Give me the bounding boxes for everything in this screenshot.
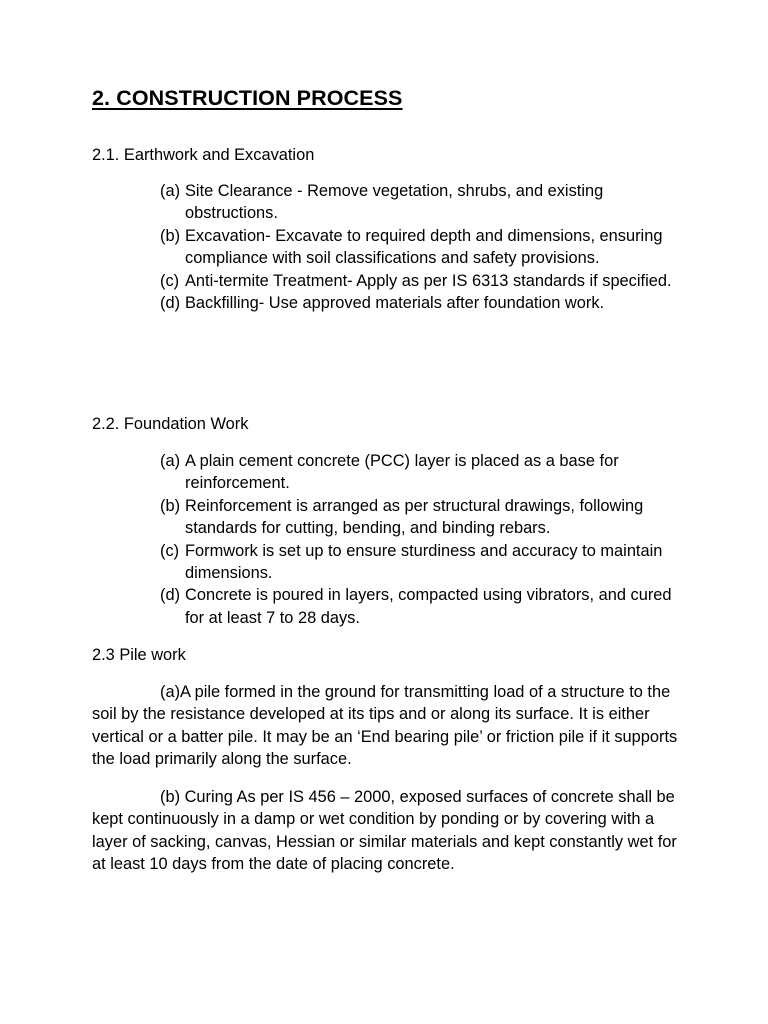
list-item [160,292,685,314]
list-item [160,450,685,495]
list-item-text: Excavation- Excavate to required depth and dimensions, ensuring compliance with soil classifications and safety provisions. [185,226,663,268]
list-item-text: Anti-termite Treatment- Apply as per IS 6313 standards if specified. [185,271,672,290]
page-title: 2. CONSTRUCTION PROCESS [92,86,403,110]
list-item [160,270,685,292]
list-item [160,225,685,270]
list-item [160,495,685,540]
list-marker: (a) [160,182,181,200]
list-item-text: Concrete is poured in layers, compacted using vibrators, and cured for at least 7 to 28 days. [185,586,672,627]
list-marker: (b) [160,496,181,515]
list-item-text: A plain cement concrete (PCC) layer is placed as a base for reinforcement. [185,452,619,493]
list-marker: (a) [160,452,181,470]
earthwork-list [160,180,685,314]
section-heading-earthwork: 2.1. Earthwork and Excavation [92,146,315,164]
list-item-text: Reinforcement is arranged as per structural drawings, following standards for cutting, bending, and binding rebars. [185,496,644,538]
paragraph-curing: (b) Curing As per IS 456 – 2000, exposed surfaces of concrete shall be kept continuously in a damp or wet condition by ponding or by covering with a layer of sacking, canvas, Hessian or similar materials and kept constantly wet for at least 10 days from the date of placing concrete. [92,788,677,874]
list-item [160,180,685,225]
list-item-text: Backfilling- Use approved materials after foundation work. [185,294,605,313]
list-marker: (c) [160,541,180,560]
section-heading-foundation: 2.2. Foundation Work [92,415,249,433]
list-item-text: Formwork is set up to ensure sturdiness and accuracy to maintain dimensions. [185,541,663,583]
foundation-list [160,450,685,629]
list-marker: (d) [160,586,181,605]
paragraph-pile-definition: (a)A pile formed in the ground for transmitting load of a structure to the soil by the resistance developed at its tips and or along its surface. It is either vertical or a batter pile. It may be an ‘End bearing pile’ or friction pile if it supports the load primarily along the surface. [92,683,678,769]
list-item [160,584,685,629]
list-item [160,540,685,585]
list-marker: (b) [160,226,181,245]
list-marker: (d) [160,294,181,313]
list-item-text: Site Clearance - Remove vegetation, shrubs, and existing obstructions. [185,182,604,223]
section-heading-pile-work: 2.3 Pile work [92,646,186,664]
list-marker: (c) [160,271,180,290]
